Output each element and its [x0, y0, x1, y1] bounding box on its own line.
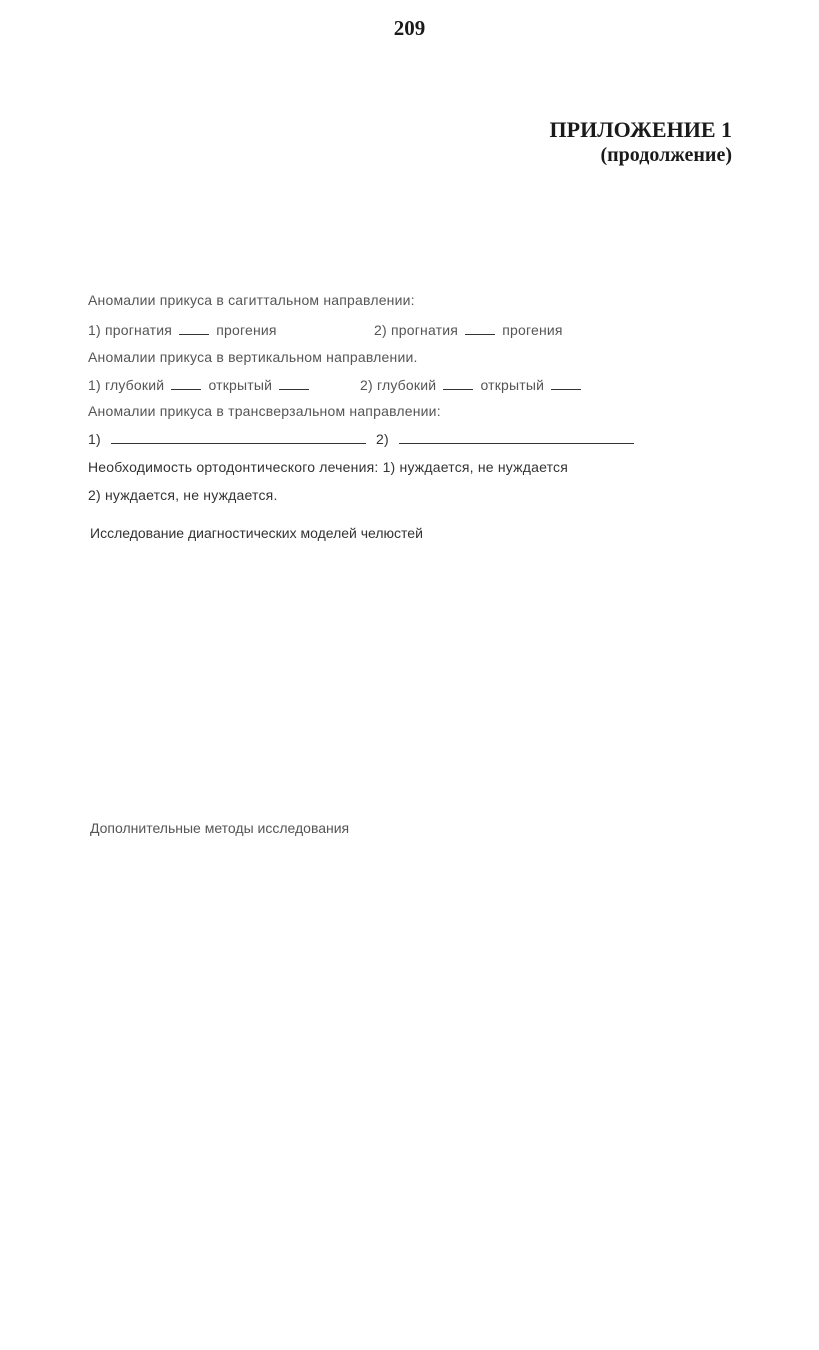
vertical-opt2 [360, 375, 584, 395]
vertical-opt1-blank-b[interactable] [279, 377, 309, 390]
vertical-opt2-blank-a[interactable] [443, 377, 473, 390]
transversal-opt1-num: 1) [88, 431, 101, 447]
vertical-opt1-num: 1) [88, 377, 101, 393]
sagittal-opt1-a: прогнатия [104, 322, 173, 338]
vertical-opt1-b: открытый [208, 377, 273, 393]
vertical-opt2-blank-b[interactable] [551, 377, 581, 390]
models-section-title: Исследование диагностических моделей челюстей [90, 525, 423, 541]
vertical-opt1-blank-a[interactable] [171, 377, 201, 390]
sagittal-opt1-blank[interactable] [179, 322, 209, 335]
vertical-heading: Аномалии прикуса в вертикальном направлении. [88, 349, 418, 365]
transversal-options-row [88, 429, 640, 449]
vertical-opt2-num: 2) [360, 377, 373, 393]
sagittal-opt1-num: 1) [88, 322, 101, 338]
sagittal-opt1-b: прогения [216, 322, 277, 338]
orthodontic-need-line1: Необходимость ортодонтического лечения: 1) нуждается, не нуждается [88, 459, 569, 475]
page-number: 209 [393, 16, 426, 40]
vertical-options-row [88, 375, 545, 395]
sagittal-opt2 [374, 320, 563, 340]
sagittal-opt2-blank[interactable] [465, 322, 495, 335]
transversal-opt2-blank[interactable] [399, 431, 634, 444]
sagittal-heading: Аномалии прикуса в сагиттальном направлении: [88, 292, 415, 308]
sagittal-opt2-b: прогения [502, 322, 563, 338]
orthodontic-need-line2: 2) нуждается, не нуждается. [88, 487, 278, 503]
transversal-heading: Аномалии прикуса в трансверзальном направлении: [88, 403, 441, 419]
transversal-opt1-blank[interactable] [111, 431, 366, 444]
vertical-opt1-a: глубокий [104, 377, 165, 393]
sagittal-options-row [88, 320, 563, 340]
sagittal-opt2-a: прогнатия [390, 322, 459, 338]
vertical-opt2-b: открытый [480, 377, 545, 393]
appendix-title: ПРИЛОЖЕНИЕ 1 [549, 117, 732, 142]
additional-methods-title: Дополнительные методы исследования [90, 820, 350, 836]
vertical-opt2-a: глубокий [376, 377, 437, 393]
appendix-subtitle: (продолжение) [600, 144, 732, 166]
transversal-opt2-num: 2) [376, 431, 389, 447]
sagittal-opt2-num: 2) [374, 322, 387, 338]
